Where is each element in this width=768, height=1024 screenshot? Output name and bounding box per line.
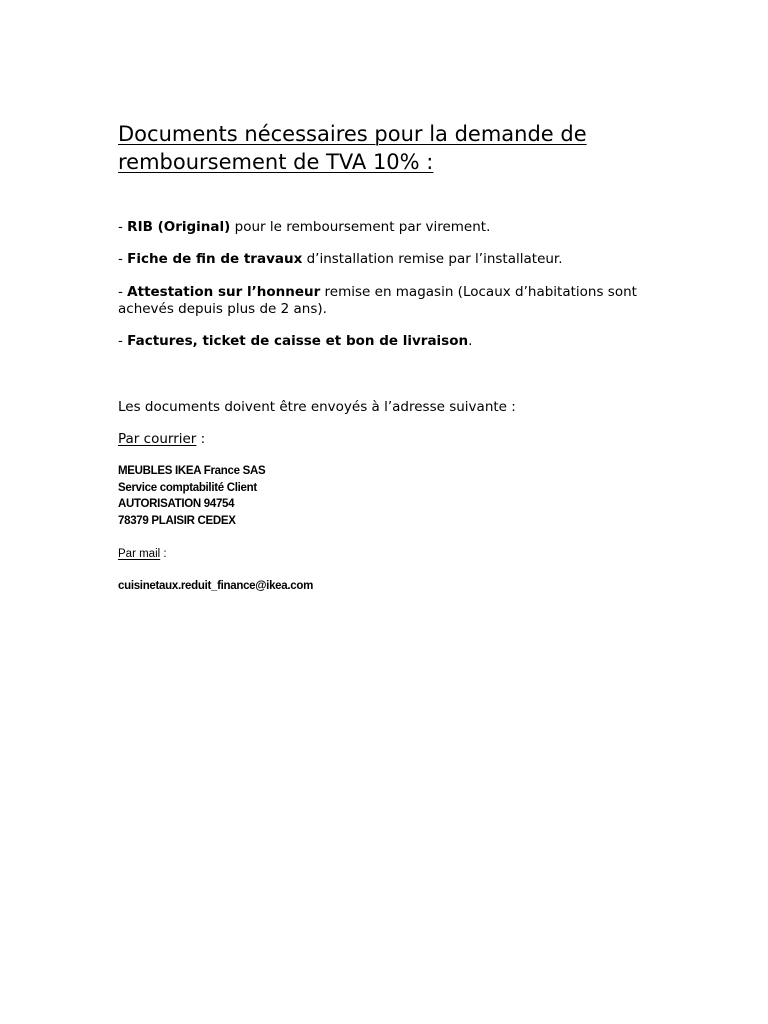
item-bold-label: Factures, ticket de caisse et bon de livraison	[127, 333, 469, 349]
item-description: pour le remboursement par virement.	[230, 219, 491, 235]
item-prefix: -	[118, 333, 128, 349]
required-doc-fiche	[118, 251, 658, 268]
item-bold-label: Fiche de fin de travaux	[127, 251, 303, 267]
item-prefix: -	[118, 219, 128, 235]
email-label-suffix: :	[160, 548, 167, 560]
item-description: d’installation remise par l’installateur.	[302, 251, 563, 267]
post-label-suffix: :	[196, 431, 206, 447]
email-label: Par mail	[118, 548, 161, 560]
document-title	[118, 120, 678, 176]
post-label: Par courrier	[118, 431, 197, 447]
send-instructions: Les documents doivent être envoyés à l’adresse suivante :	[118, 399, 516, 415]
item-bold-label: Attestation sur l’honneur	[127, 284, 321, 300]
post-label-line	[118, 431, 205, 448]
address-line-company: MEUBLES IKEA France SAS	[118, 465, 266, 477]
required-doc-rib	[118, 219, 658, 236]
postal-address	[118, 463, 265, 529]
item-description: .	[468, 333, 473, 349]
item-prefix: -	[118, 251, 128, 267]
required-doc-factures	[118, 333, 658, 350]
address-line-authorisation: AUTORISATION 94754	[118, 498, 235, 510]
item-prefix: -	[118, 284, 128, 300]
item-bold-label: RIB (Original)	[127, 219, 231, 235]
title-line-2: remboursement de TVA 10% :	[118, 150, 434, 174]
item-description: remise en magasin (Locaux d’habitations sont achevés depuis plus de 2 ans).	[118, 284, 637, 317]
email-address[interactable]: cuisinetaux.reduit_finance@ikea.com	[118, 580, 314, 592]
required-doc-attestation	[118, 284, 658, 318]
address-line-service: Service comptabilité Client	[118, 481, 257, 494]
address-line-city: 78379 PLAISIR CEDEX	[118, 514, 236, 527]
email-label-line	[118, 547, 167, 562]
title-line-1: Documents nécessaires pour la demande de	[118, 122, 587, 146]
